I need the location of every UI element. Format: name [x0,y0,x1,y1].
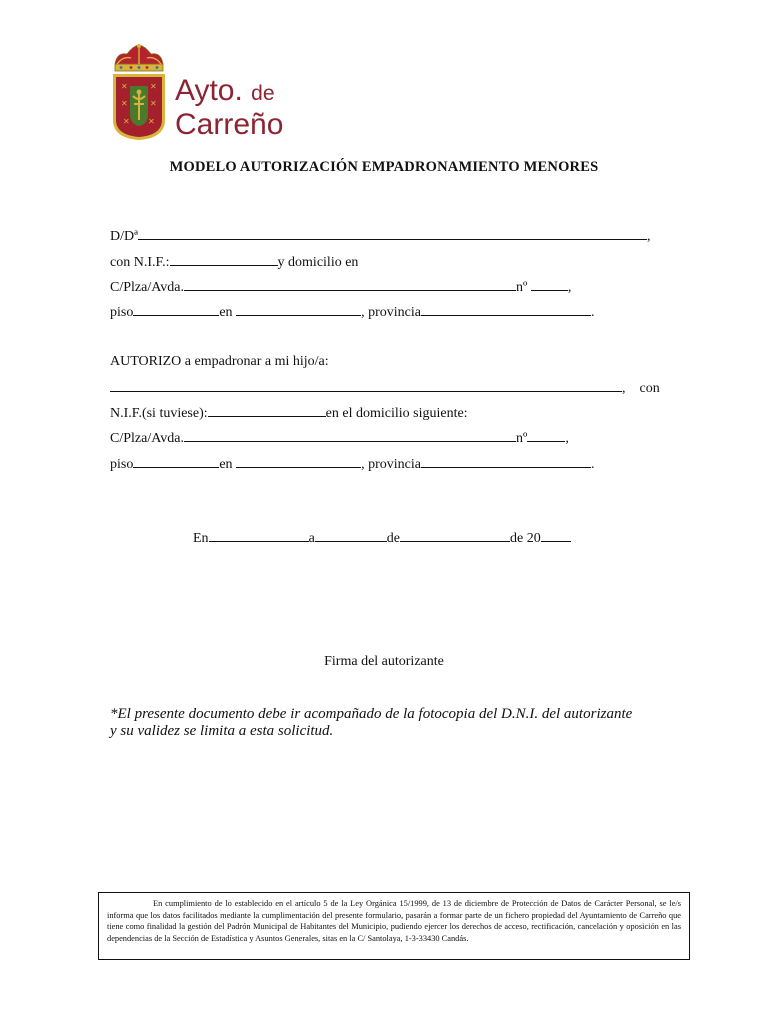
coat-of-arms-logo [109,44,169,142]
name-line: D/Dª , [110,226,650,246]
nif-blank[interactable] [170,252,278,266]
svg-text:✕: ✕ [150,99,157,108]
nif-label: con N.I.F.: [110,255,170,270]
minor-name-blank[interactable] [110,378,622,392]
note-line-2: y su validez se limita a esta solicitud. [110,723,334,739]
note-line-1: *El presente documento debe ir acompañado de la fotocopia del D.N.I. del autorizante [110,706,633,722]
svg-text:✕: ✕ [150,82,157,91]
logo-text-de: de [251,82,275,105]
minor-city-blank[interactable] [236,454,361,468]
minor-nif-label: N.I.F.(si tuviese): [110,406,208,421]
minor-floor-line: piso en , provincia . [110,454,594,474]
document-title: MODELO AUTORIZACIÓN EMPADRONAMIENTO MENORES [169,159,599,175]
minor-floor-label: piso [110,457,134,472]
day-blank[interactable] [315,528,387,542]
floor-label: piso [110,305,134,320]
nif-line [110,252,358,272]
with-label: con [639,381,660,396]
minor-street-line: C/Plza/Avda. nº , [110,428,569,448]
domicile-label: y domicilio en [277,255,359,270]
name-label: D/Dª [110,229,138,244]
province-label: , provincia [361,305,421,320]
minor-province-blank[interactable] [421,454,591,468]
shield-icon [113,74,165,140]
date-line [193,528,571,548]
minor-domicile-label: en el domicilio siguiente: [325,406,468,421]
province-blank[interactable] [421,302,591,316]
date-de-label: de [386,531,400,546]
name-blank[interactable] [138,226,647,240]
authorize-line: AUTORIZO a empadronar a mi hijo/a: [110,354,329,369]
street-blank[interactable] [184,277,516,291]
svg-text:✕: ✕ [123,117,130,126]
minor-number-label: nº [516,431,528,446]
signature-label: Firma del autorizante [324,654,444,669]
svg-text:✕: ✕ [121,99,128,108]
minor-name-line: , con [110,378,660,398]
city-blank[interactable] [236,302,361,316]
street-line: C/Plza/Avda. nº , [110,277,571,297]
svg-text:✕: ✕ [121,82,128,91]
svg-text:✕: ✕ [148,117,155,126]
street-label: C/Plza/Avda. [110,280,185,295]
minor-street-label: C/Plza/Avda. [110,431,185,446]
in-label: en [219,305,233,320]
date-en-label: En [193,531,209,546]
privacy-notice-box [98,892,690,960]
month-blank[interactable] [400,528,510,542]
minor-nif-blank[interactable] [208,403,326,417]
date-a-label: a [308,531,315,546]
date-year-label: de 20 [510,531,541,546]
number-blank[interactable] [531,277,568,291]
logo-text-main: Ayto. [175,74,243,107]
year-blank[interactable] [541,528,571,542]
crown-icon [115,44,163,71]
minor-floor-blank[interactable] [133,454,219,468]
floor-line: piso en , provincia . [110,302,594,322]
minor-nif-line [110,403,468,423]
floor-blank[interactable] [133,302,219,316]
place-blank[interactable] [209,528,309,542]
minor-number-blank[interactable] [527,428,565,442]
minor-province-label: , provincia [361,457,421,472]
logo-text-carreno: Carreño [175,108,284,141]
number-label: nº [516,280,528,295]
minor-street-blank[interactable] [184,428,516,442]
logo-text-ayto [175,76,275,109]
privacy-notice-text: En cumplimiento de lo establecido en el artículo 5 de la Ley Orgánica 15/1999, de 13 de diciembre de Protección de Datos de Carácter Personal, se le/s informa que los datos facilitados mediante la cumplimentación del presente formulario, pasarán a formar parte de un fichero propiedad del Ayuntamiento de Carreño que tiene como finalidad la gestión del Padrón Municipal de Habitantes del Municipio, pudiendo ejercer los derechos de acceso, rectificación, cancelación y oposición en las dependencias de la Sección de Estadística y Asuntos Generales, sitas en la C/ Santolaya, 1-3-33430 Candás. [107,899,681,943]
minor-in-label: en [219,457,233,472]
